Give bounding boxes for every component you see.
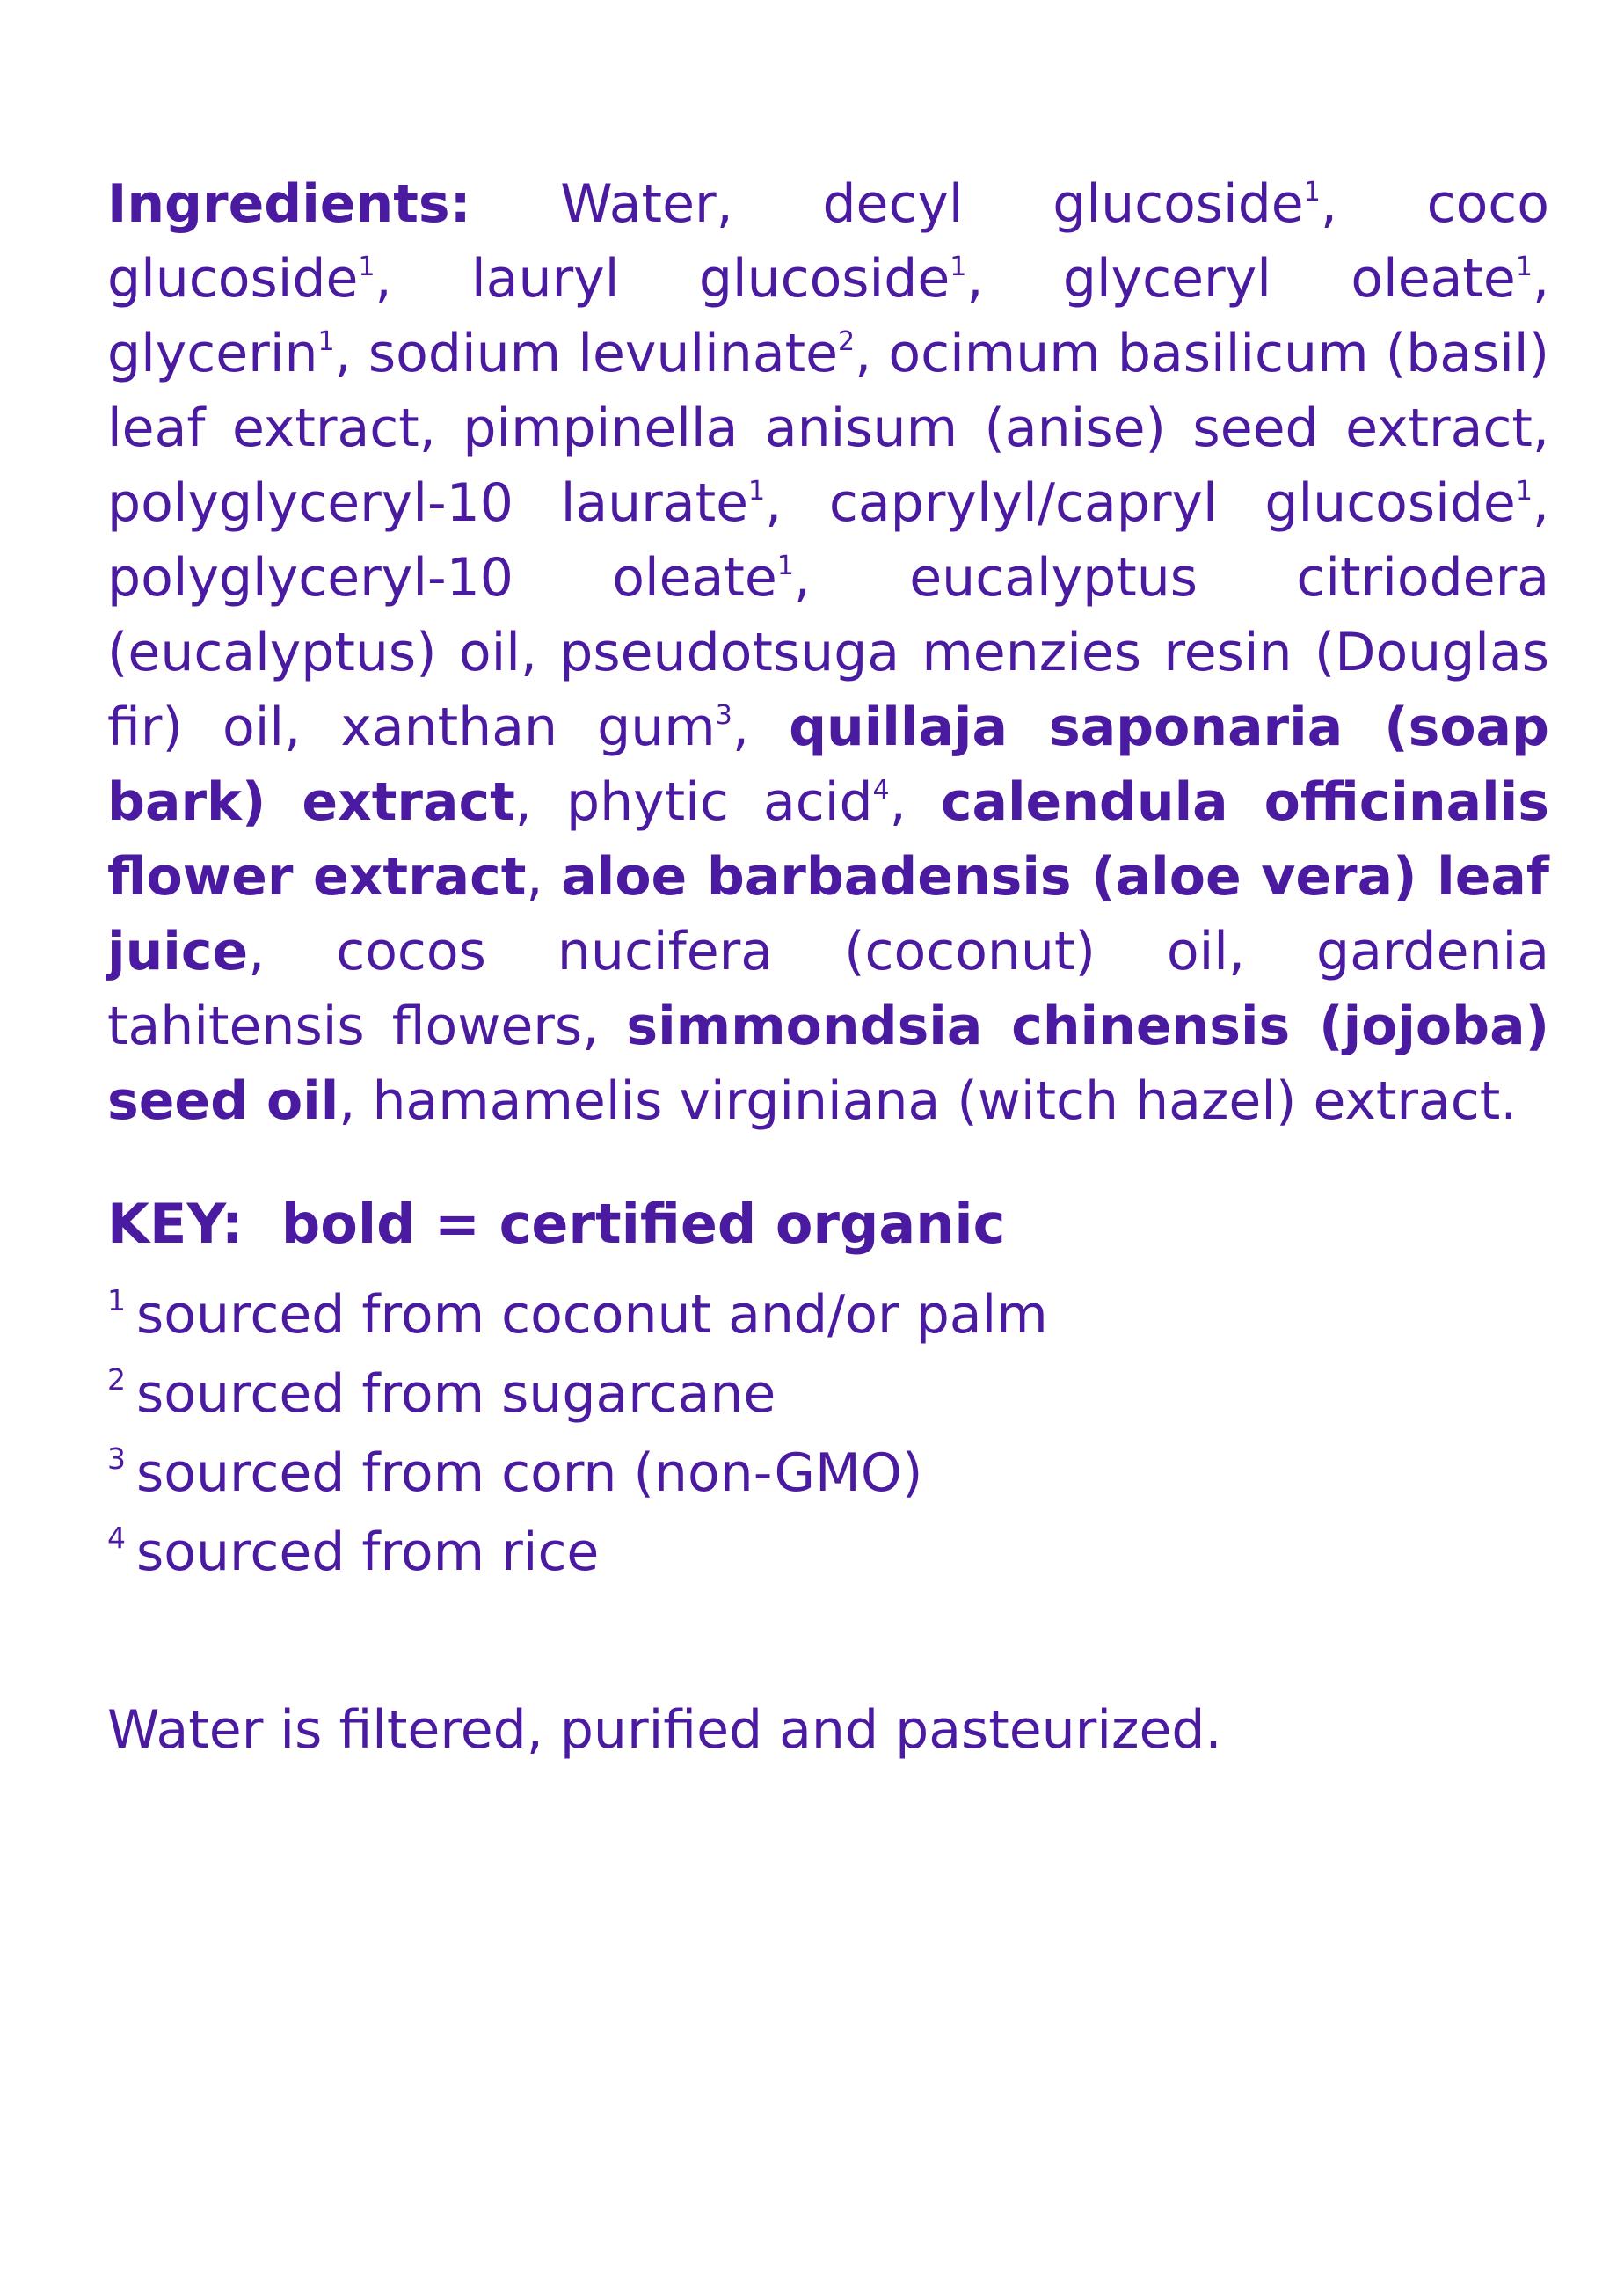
ingredient-text: ,: [889, 771, 941, 833]
footnote-ref: 2: [838, 326, 856, 357]
organic-ingredient: aloe barbadensis (aloe vera) leaf juice: [107, 846, 1549, 982]
footnote-ref: 1: [776, 551, 794, 581]
water-note: Water is filtered, purified and pasteurized.: [107, 1699, 1222, 1761]
ingredient-text: , polyglyceryl-10 oleate: [107, 472, 1549, 609]
footnote-ref: 1: [748, 476, 766, 507]
footnote-marker: 3: [107, 1441, 126, 1477]
ingredient-text: , lauryl glucoside: [375, 248, 950, 310]
ingredients-paragraph: [107, 167, 1549, 1139]
footnote-marker: 2: [107, 1362, 126, 1398]
ingredient-text: , hamamelis virginiana (witch hazel) extract.: [339, 1070, 1518, 1132]
ingredients-label: Ingredients:: [107, 173, 471, 235]
footnote-text: sourced from corn (non-GMO): [136, 1442, 923, 1504]
footnote-marker: 4: [107, 1521, 126, 1556]
footnote-text: sourced from rice: [136, 1522, 600, 1583]
footnote-text: sourced from coconut and/or palm: [136, 1284, 1048, 1346]
footnote-ref: 1: [317, 326, 335, 357]
footnote-ref: 1: [358, 252, 375, 282]
ingredient-text: , caprylyl/capryl glucoside: [765, 472, 1516, 534]
organic-ingredient: simmondsia chinensis (jojoba) seed oil: [107, 996, 1549, 1132]
ingredient-text: ,: [526, 846, 562, 908]
organic-ingredient: quillaja saponaria (soap bark) extract: [107, 697, 1549, 833]
ingredient-text: , glyceryl oleate: [966, 248, 1516, 310]
ingredient-text: ,: [732, 697, 790, 758]
organic-ingredient: calendula officinalis flower extract: [107, 771, 1549, 908]
key-title: KEY: bold = certified organic: [107, 1192, 1006, 1256]
footnote-list: [107, 1275, 1048, 1592]
footnote-ref: 1: [1515, 476, 1533, 507]
footnote-ref: 1: [1515, 252, 1533, 282]
footnote-item: [107, 1513, 1048, 1592]
ingredient-text: , sodium levulinate: [334, 323, 839, 384]
footnote-ref: 3: [715, 700, 732, 731]
footnote-ref: 1: [950, 252, 967, 282]
footnote-marker: 1: [107, 1283, 126, 1318]
footnote-item: [107, 1275, 1048, 1354]
footnote-ref: 4: [872, 775, 890, 806]
ingredient-text: , glycerin: [107, 248, 1550, 384]
ingredient-text: Water, decyl glucoside: [470, 173, 1304, 235]
ingredient-text: , coco glucoside: [107, 173, 1549, 310]
ingredient-text: , ocimum basilicum (basil) leaf extract, pimpinella anisum (anise) seed extract, polyglyceryl-10 laurate: [107, 323, 1549, 534]
ingredient-text: , cocos nucifera (coconut) oil, gardenia tahitensis flowers,: [107, 921, 1549, 1057]
footnote-item: [107, 1434, 1048, 1513]
footnote-ref: 1: [1303, 177, 1321, 208]
ingredient-text: , phytic acid: [514, 771, 873, 833]
ingredient-text: , eucalyptus citriodera (eucalyptus) oil, pseudotsuga menzies resin (Douglas fir) oil, xanthan gum: [107, 547, 1550, 758]
footnote-text: sourced from sugarcane: [136, 1363, 776, 1425]
footnote-item: [107, 1354, 1048, 1434]
